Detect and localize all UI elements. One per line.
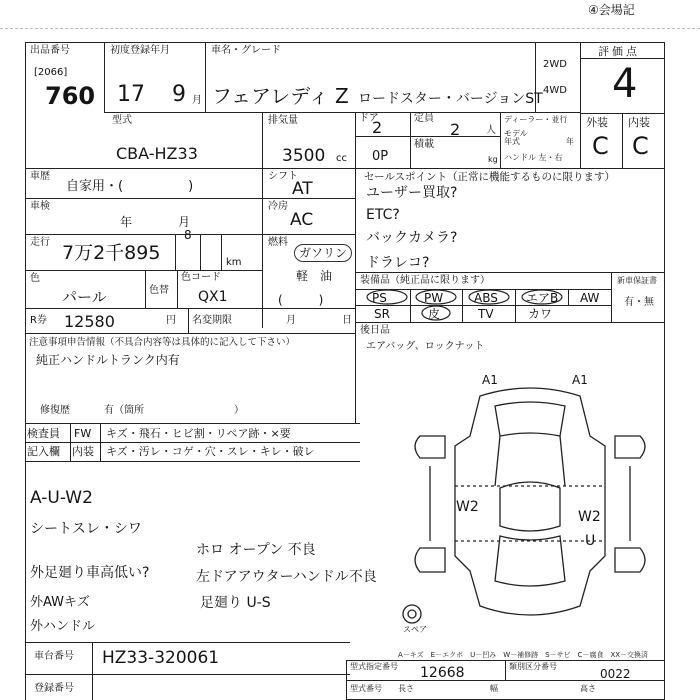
displacement-value: 3500 — [282, 146, 326, 166]
header-fragment: ④会場記 — [588, 3, 635, 17]
interior-label: 内装 — [628, 116, 650, 129]
mileage-label: 走行 — [30, 237, 50, 248]
height-label: 高さ — [580, 684, 596, 693]
chassis-value: HZ33-320061 — [102, 648, 220, 668]
drive-2wd: 2WD — [543, 59, 567, 70]
inspector-row2: キズ・汚レ・コゲ・穴・スレ・キレ・破レ — [106, 445, 315, 458]
class-code-label: 類別区分番号 — [509, 662, 557, 671]
mileage-value: 7万2千895 — [62, 242, 161, 264]
color-value: パール — [62, 288, 107, 306]
aftermarket-label: 後日品 — [360, 325, 390, 336]
type-code-value: 12668 — [420, 665, 465, 681]
fuel-other: ( ) — [278, 293, 324, 307]
color-code-value: QX1 — [198, 289, 228, 305]
inspector-row2-head: 内装 — [72, 445, 94, 458]
equipment-label: 装備品（純正品に限ります） — [360, 275, 490, 286]
chassis-label: 車台番号 — [34, 651, 74, 662]
color-label: 色 — [30, 273, 40, 284]
equip-tv: TV — [478, 307, 494, 321]
capacity-label: 定員 — [414, 113, 434, 124]
lot-sub-number: [2066] — [34, 67, 68, 78]
inspector-label: 検査員 — [27, 427, 60, 440]
remark-right-1: ホロ オープン 不良 — [196, 542, 316, 558]
sales-point-4: ドラレコ? — [366, 255, 430, 271]
sales-point-2: ETC? — [366, 207, 400, 223]
remark-left-4: 外AWキズ — [30, 595, 90, 610]
width-label: 幅 — [490, 684, 498, 693]
first-reg-label: 初度登録年月 — [110, 45, 170, 56]
load-label: 積載 — [414, 139, 434, 150]
type-code-label: 型式指定番号 — [350, 662, 398, 671]
exterior-label: 外装 — [586, 116, 608, 129]
doors-value: 2 — [372, 118, 383, 137]
recycle-unit: 円 — [166, 315, 176, 326]
recycle-label: R券 — [30, 315, 47, 326]
load-value: 0P — [372, 149, 389, 164]
model-label: 型式 — [112, 115, 132, 126]
name-grade-label: 車名・グレード — [211, 45, 281, 56]
shift-value: AT — [292, 179, 313, 199]
kind-label: 型式番号 — [350, 684, 382, 693]
ac-label: 冷房 — [268, 201, 288, 212]
exterior-grade: C — [592, 132, 609, 160]
inspector-row1-head: FW — [74, 427, 92, 440]
diagram-mark-a1-left: A1 — [482, 373, 498, 387]
capacity-unit: 人 — [486, 125, 496, 136]
vehicle-name: フェアレディ Z — [212, 84, 349, 108]
sales-point-1: ユーザー買取? — [366, 185, 458, 201]
color-number-label: 色替 — [149, 285, 169, 296]
inspection-label: 車検 — [30, 201, 50, 212]
fuel-label: 燃料 — [268, 237, 288, 248]
recycle-value: 12580 — [64, 312, 115, 331]
sales-points-label: セールスポイント（正常に機能するものに限ります） — [364, 171, 616, 183]
repair-value: 有（箇所 ） — [104, 405, 244, 416]
top-rule — [0, 28, 700, 29]
reg-number-label: 登録番号 — [34, 683, 74, 694]
notes-label: 注意事項申告情報（不具合内容等は具体的に記入して下さい） — [29, 337, 296, 348]
load-unit: kg — [488, 155, 498, 164]
car-damage-diagram — [400, 373, 660, 636]
fuel-diesel: 軽 油 — [296, 269, 333, 283]
equip-ps: PS — [372, 291, 387, 305]
remark-right-2: 左ドアアウターハンドル不良 — [196, 569, 377, 585]
mileage-unit: km — [226, 257, 242, 268]
inspection-year: 年 — [120, 215, 133, 229]
grade-label: 評価点 — [598, 45, 640, 58]
remark-left-1: A-U-W2 — [30, 488, 93, 508]
name-change-day: 日 — [342, 315, 352, 326]
damage-legend: A－キズ E－エクボ U－凹み W－補修跡 S－サビ C－腐食 XX－交換済 — [398, 651, 649, 659]
equip-airbag: エアB — [526, 291, 559, 305]
equip-kawa: カワ — [528, 307, 553, 321]
diagram-spare-label: スペア — [403, 625, 427, 634]
displacement-unit: cc — [336, 153, 347, 164]
new-warranty-value: 有・無 — [624, 297, 654, 308]
repair-label: 修復歴 — [40, 405, 70, 416]
diagram-mark-w2-right: W2 — [578, 509, 601, 525]
vehicle-grade: ロードスター・バージョンST — [358, 91, 543, 107]
equip-pw: PW — [424, 291, 444, 305]
model-year-label: モデル年式 — [504, 129, 528, 146]
reg-year: 17 — [117, 82, 145, 107]
reg-month-unit: 月 — [192, 95, 202, 106]
notes-value: 純正ハンドルトランク内有 — [36, 353, 180, 367]
equip-leather: 皮 — [428, 307, 441, 321]
capacity-value: 2 — [450, 120, 461, 139]
equip-aw: AW — [580, 291, 600, 305]
handle-label: ハンドル 左・右 — [504, 153, 563, 162]
name-change-label: 名変期限 — [192, 315, 232, 326]
drive-4wd: 4WD — [543, 85, 567, 96]
doors-label: ドア — [359, 113, 379, 124]
remark-left-3: 外足廻り車高低い? — [30, 565, 150, 581]
inspection-day: 8 — [184, 228, 192, 242]
equip-sr: SR — [374, 307, 390, 321]
lot-label: 出品番号 — [30, 45, 70, 56]
remark-right-3: 足廻り U-S — [200, 595, 271, 611]
diagram-mark-w2-left: W2 — [456, 499, 479, 515]
name-change-month: 月 — [286, 315, 296, 326]
aftermarket-value: エアバッグ、ロックナット — [366, 341, 485, 352]
shift-label: シフト — [268, 171, 298, 182]
new-warranty-label: 新車保証書 — [617, 276, 657, 285]
diagram-mark-u: U — [585, 533, 596, 549]
length-label: 長さ — [398, 684, 414, 693]
interior-grade: C — [632, 132, 649, 160]
equipment-marks — [355, 288, 615, 322]
remark-left-5: 外ハンドル — [30, 619, 96, 634]
recorder-label: 記入欄 — [27, 445, 60, 458]
model-year-unit: 年 — [566, 137, 574, 146]
dealer-label: ディーラー・並行 — [504, 115, 568, 124]
displacement-label: 排気量 — [268, 115, 298, 126]
color-code-label: 色コード — [181, 272, 221, 283]
fuel-gas: ガソリン — [294, 244, 352, 262]
model-value: CBA-HZ33 — [116, 144, 198, 163]
grade-score: 4 — [612, 61, 638, 107]
remark-left-2: シートスレ・シワ — [30, 521, 142, 537]
class-code-value: 0022 — [600, 667, 631, 681]
diagram-mark-a1-right: A1 — [572, 373, 588, 387]
equip-abs: ABS — [474, 291, 498, 305]
sales-point-3: バックカメラ? — [366, 230, 458, 246]
inspector-row1: キズ・飛石・ヒビ割・リペア跡・×要 — [106, 427, 291, 440]
inspection-month: 月 — [178, 215, 191, 229]
lot-number: 760 — [45, 82, 96, 110]
history-label: 車歴 — [30, 171, 50, 182]
history-value: 自家用・( ) — [66, 179, 194, 194]
ac-value: AC — [290, 210, 314, 230]
reg-month: 9 — [172, 82, 186, 107]
